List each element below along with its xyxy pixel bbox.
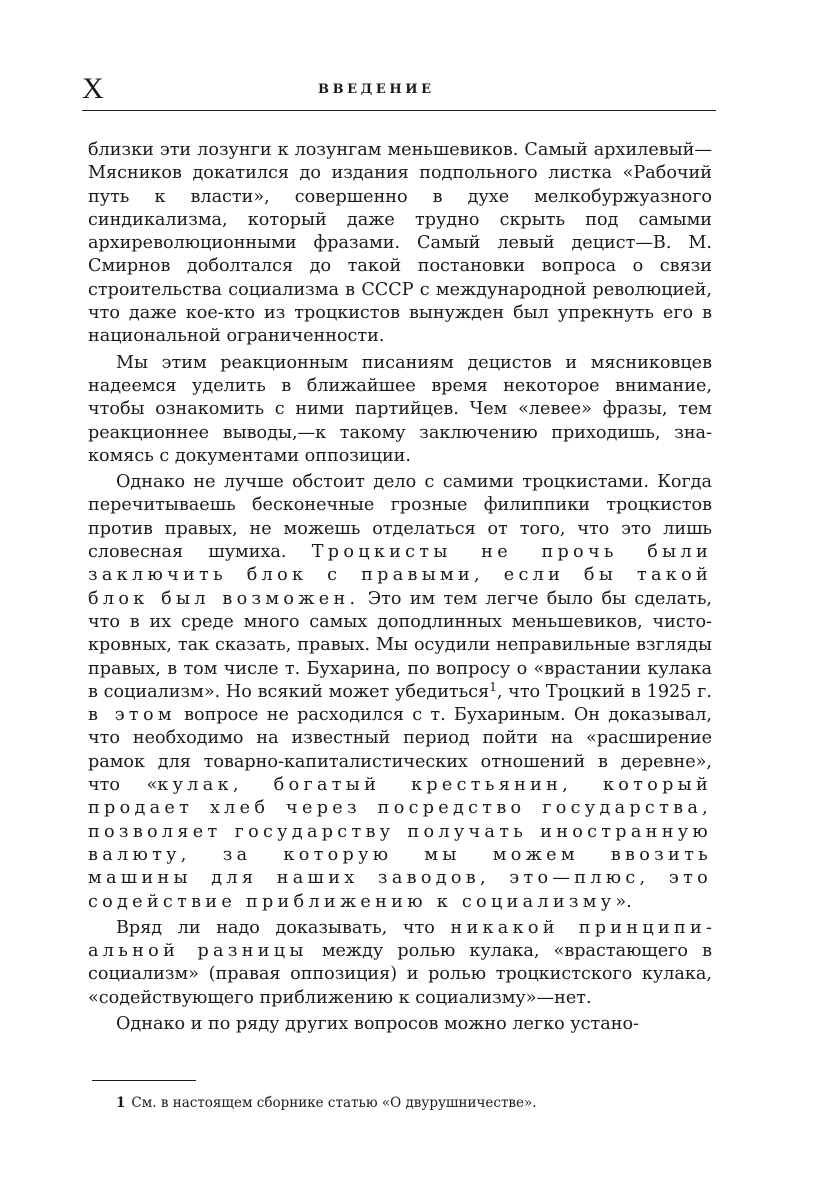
text-run: , что Троцкий в 1925 г. xyxy=(496,681,712,702)
footnote xyxy=(116,1094,716,1112)
emphasis-text: никакой принципиальной разницы xyxy=(88,917,712,962)
footnote-divider xyxy=(92,1080,196,1081)
paragraph xyxy=(88,352,712,468)
paragraph xyxy=(88,917,712,1010)
footnote-reference: 1 xyxy=(489,679,497,694)
header-divider xyxy=(82,110,716,111)
paragraph xyxy=(88,1013,712,1036)
footnote-text: См. в настоящем сборнике статью «О двурушничестве». xyxy=(131,1095,537,1111)
paragraph xyxy=(88,471,712,914)
running-title: ВВЕДЕНИЕ xyxy=(318,82,435,97)
body-text xyxy=(88,139,712,1036)
text-run: Однако и по ряду других вопросов можно легко устано- xyxy=(116,1013,640,1034)
text-run: Это им тем легче было бы сделать, что в их среде много самых доподлинных меньшевиков, чистокровных, так сказать, правых. Мы осудили неправильные взгляды правых, в том числе т. Бухарина, по вопросу о «врастании кулака в социализм». Но всякий может убедиться xyxy=(88,588,713,702)
text-run: ». xyxy=(615,891,632,912)
footnote-number: 1 xyxy=(116,1095,126,1111)
text-run: близки эти лозунги к лозунгам меньшевиков. Самый архилевый—Мясников докатился до издания подпольного листка «Рабочий путь к власти», совершенно в духе мелкобуржуазного синдикализма, который даже трудно скрыть под самыми архиреволюционными фразами. Самый левый децист—В. М. Смирнов доболтался до такой постановки вопроса о связи строительства социализма в СССР с международной революцией, что даже кое-кто из троцкистов вынужден был упрекнуть его в национальной ограниченности. xyxy=(88,140,712,347)
page-number: X xyxy=(82,72,105,105)
emphasis-text: Троцкисты не прочь были заключить блок с правыми, если бы такой блок был возможен. xyxy=(88,542,712,609)
text-run: между ролью кулака, «врастающего в социализм» (правая оппозиция) и ролью троцкистского кулака, «содействующего приближению к социализму»—нет. xyxy=(88,941,713,1008)
text-run: Вряд ли надо доказывать, что xyxy=(116,917,451,938)
emphasis-text: кулак, богатый крестьянин, который продает хлеб через посредство государства, позволяет государству получать иностранную валюту, за которую мы можем ввозить машины для наших заводов, это—плюс, это содействие приближению к социализму xyxy=(88,775,712,912)
page-header xyxy=(82,72,716,112)
emphasis-text: в этом xyxy=(88,705,176,726)
text-run: Однако не лучше обстоит дело с самими троцкистами. Когда перечитываешь бесконечные грозные филиппики троцкистов против правых, не можешь отделаться от того, что это лишь словесная шумиха. xyxy=(88,472,712,563)
text-run: вопросе не расходился с т. Бухариным. Он доказывал, что необходимо на известный период пойти на «расширение рамок для товарно-капиталистических отношений в деревне», что « xyxy=(88,705,712,796)
text-run: Мы этим реакционным писаниям децистов и мясниковцев надеемся уделить в ближайшее время некоторое внимание, чтобы ознакомить с ними партийцев. Чем «левее» фразы, тем реакционнее выводы,—к такому заключению приходишь, знакомясь с документами оппозиции. xyxy=(88,352,712,466)
paragraph xyxy=(88,139,712,349)
